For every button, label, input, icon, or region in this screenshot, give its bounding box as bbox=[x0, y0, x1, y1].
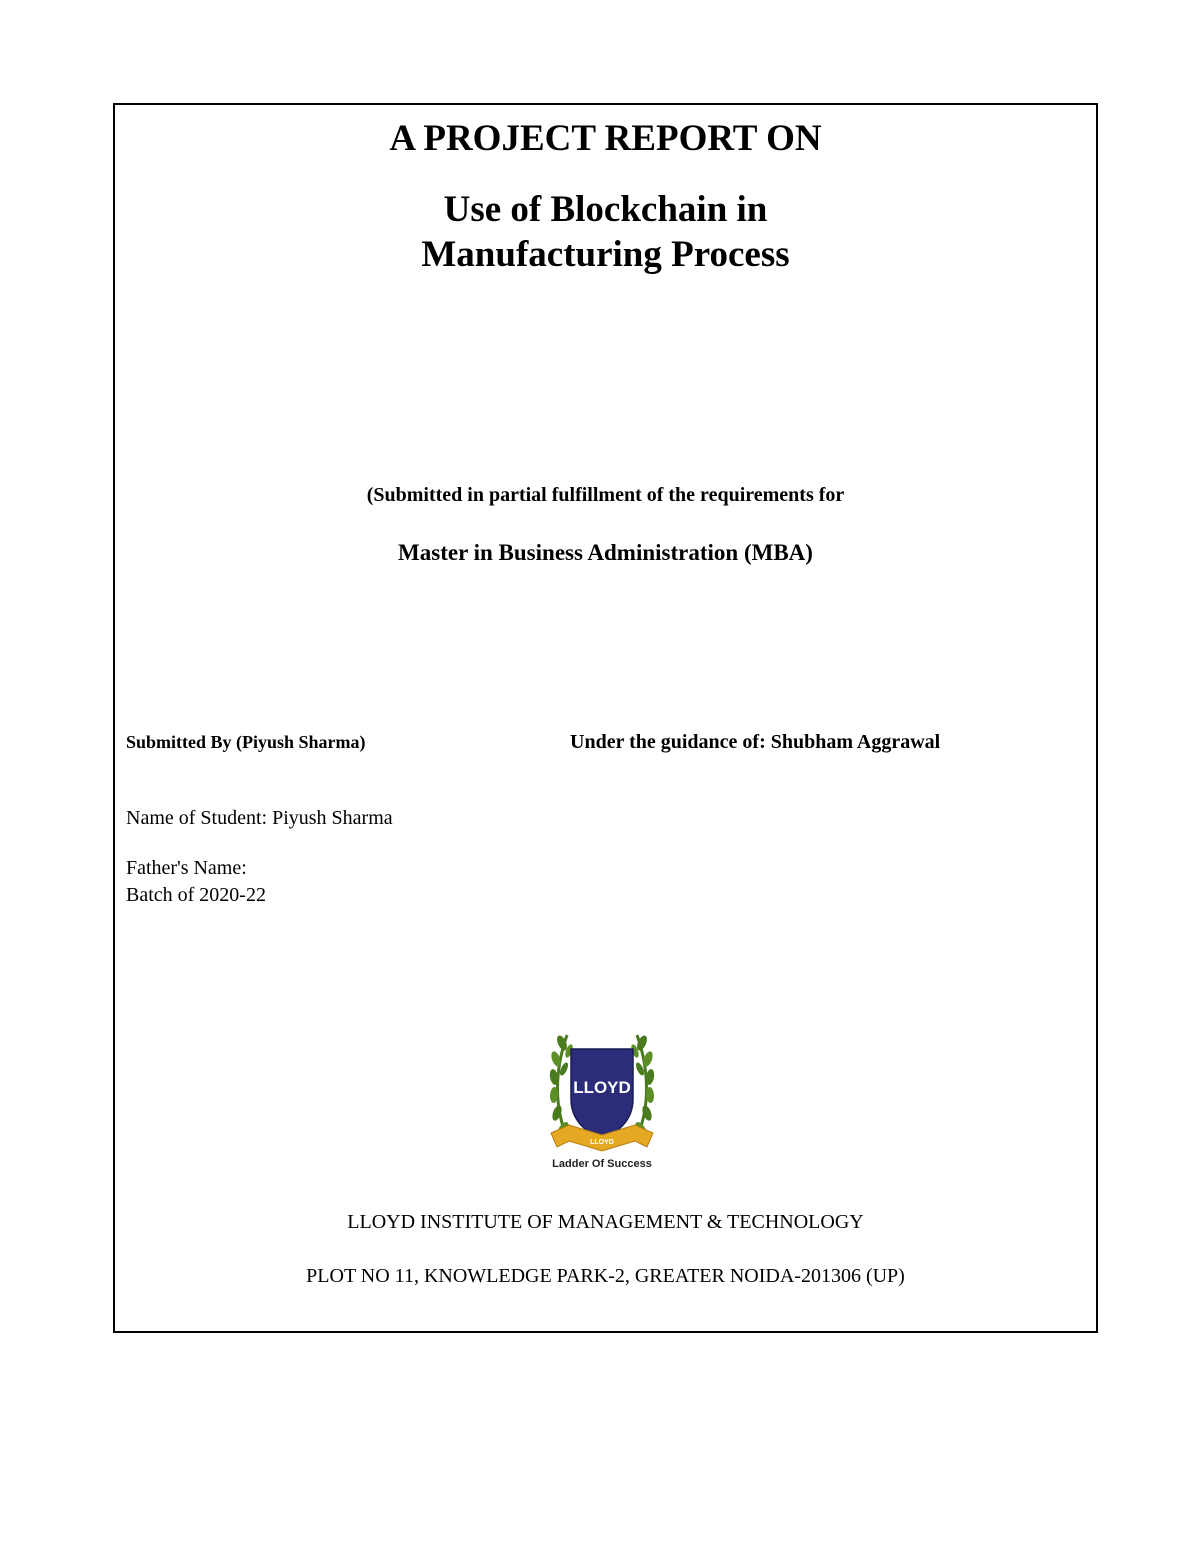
degree-name: Master in Business Administration (MBA) bbox=[398, 540, 813, 565]
submission-note: (Submitted in partial fulfillment of the requirements for bbox=[366, 484, 845, 506]
institute-address: PLOT NO 11, KNOWLEDGE PARK-2, GREATER NOIDA-201306 (UP) bbox=[306, 1265, 905, 1287]
submitted-by: Submitted By (Piyush Sharma) bbox=[126, 732, 366, 752]
logo-tagline: Ladder Of Success bbox=[552, 1158, 652, 1170]
fathers-name: Father's Name: bbox=[126, 857, 247, 879]
institute-name: LLOYD INSTITUTE OF MANAGEMENT & TECHNOLOGY bbox=[347, 1211, 864, 1233]
report-heading: A PROJECT REPORT ON bbox=[389, 118, 822, 159]
lloyd-logo bbox=[547, 1029, 657, 1171]
project-title bbox=[115, 187, 1096, 277]
guidance: Under the guidance of: Shubham Aggrawal bbox=[570, 731, 941, 753]
shield-text: LLOYD bbox=[573, 1078, 631, 1097]
batch: Batch of 2020-22 bbox=[126, 884, 266, 906]
ribbon-text: LLOYD bbox=[590, 1139, 614, 1146]
cover-page-frame bbox=[113, 103, 1098, 1333]
project-title-line-1: Use of Blockchain in bbox=[443, 189, 768, 230]
project-title-line-2: Manufacturing Process bbox=[421, 234, 790, 275]
student-name: Name of Student: Piyush Sharma bbox=[126, 807, 393, 829]
